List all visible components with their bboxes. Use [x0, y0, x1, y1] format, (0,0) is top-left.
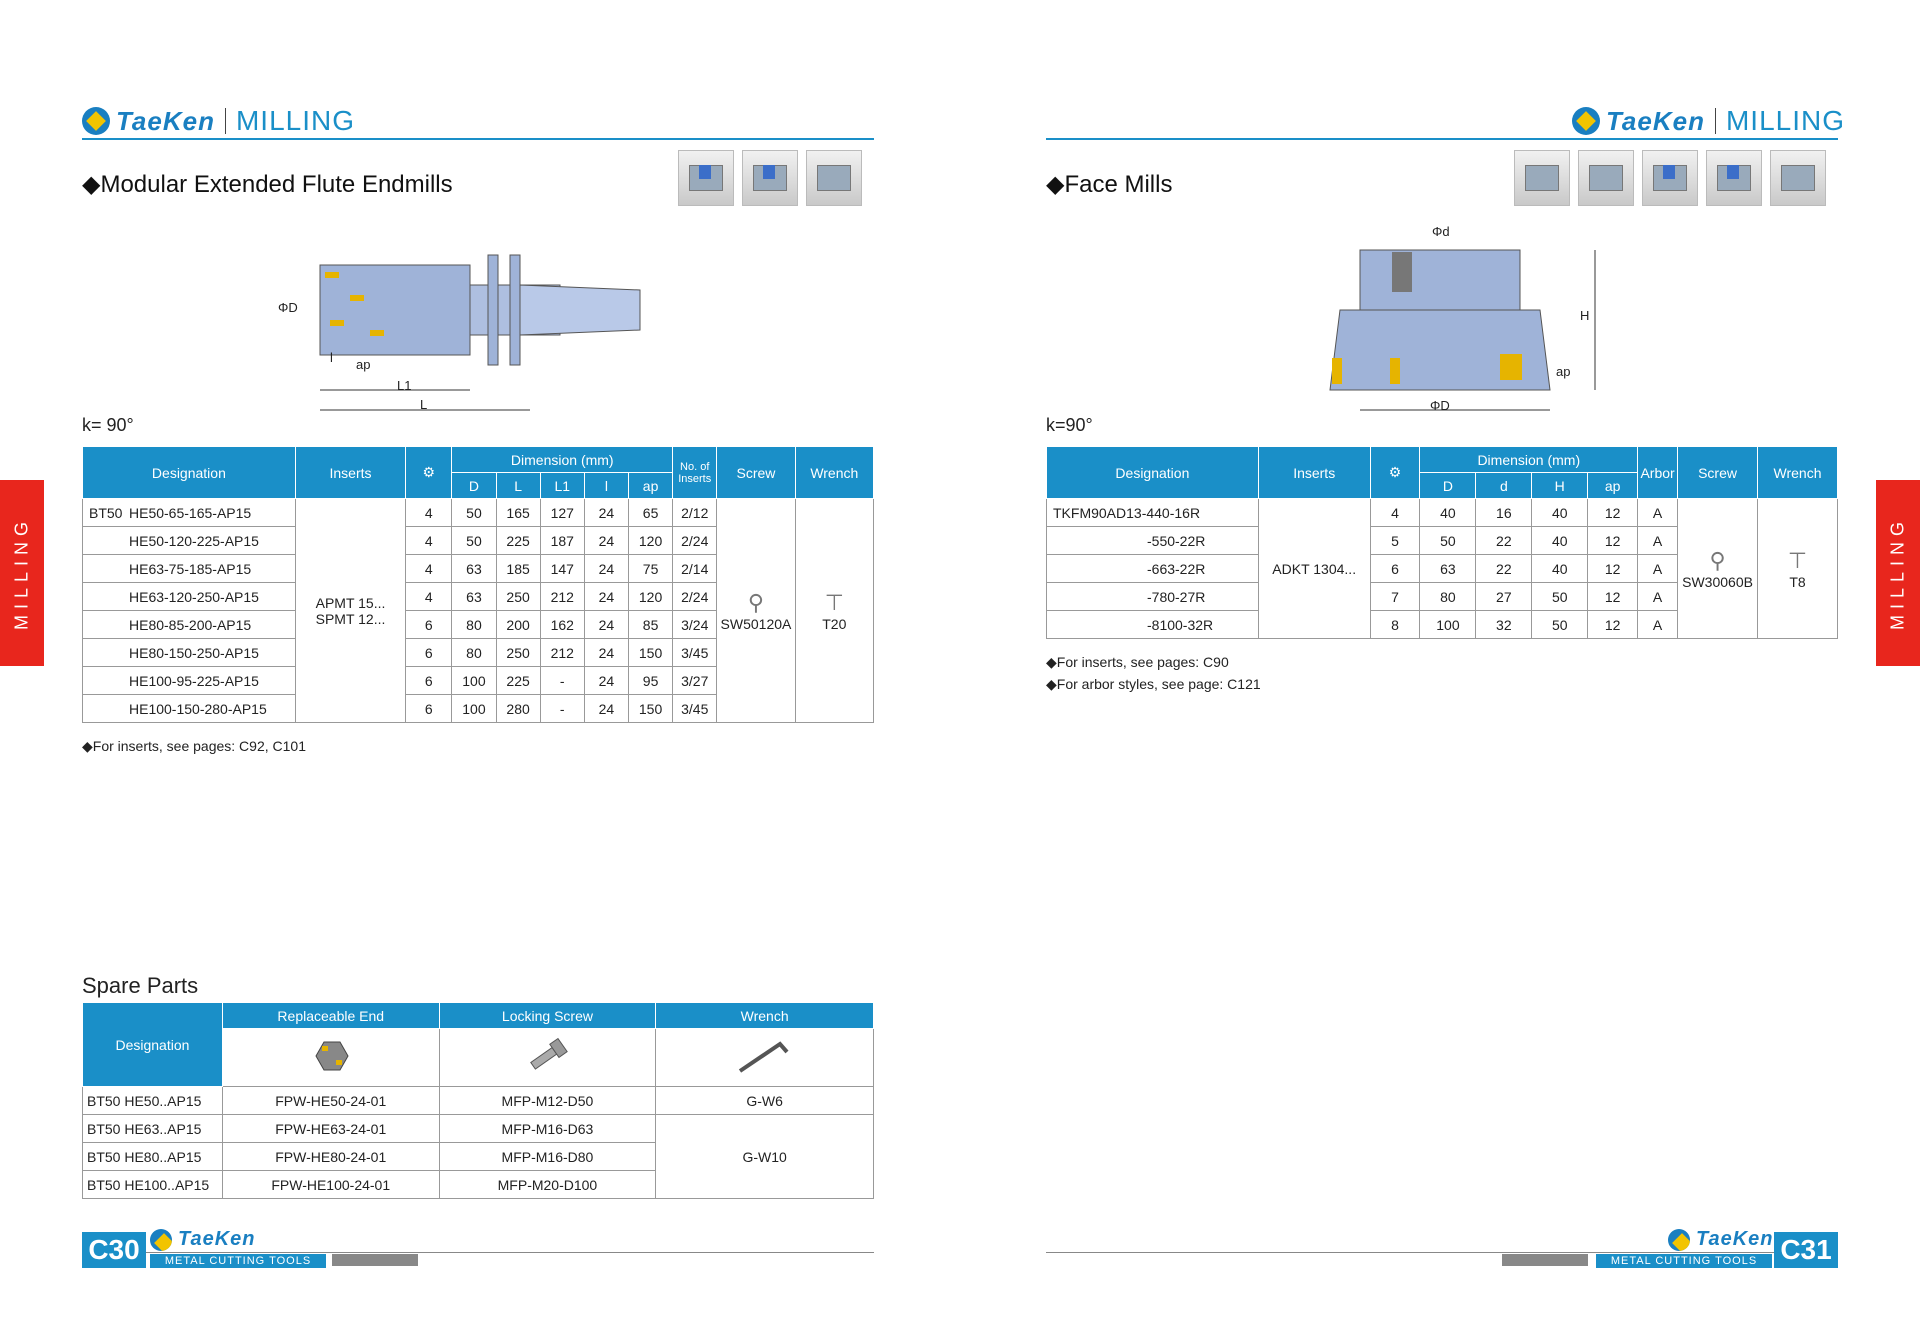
cell-d: 22 — [1476, 527, 1532, 555]
wrench-icon: ⊤ — [1787, 547, 1808, 573]
cell-d: 16 — [1476, 499, 1532, 527]
cell-arbor: A — [1638, 555, 1678, 583]
screw-code: SW30060B — [1682, 573, 1753, 590]
spare-col-designation: Designation — [83, 1003, 223, 1087]
footer-tagline-left: METAL CUTTING TOOLS — [150, 1254, 326, 1268]
cell-d: 100 — [1420, 611, 1476, 639]
wrench-cell — [795, 499, 873, 723]
wrench-code: T20 — [822, 615, 847, 632]
spare-row-end: FPW-HE100-24-01 — [222, 1171, 439, 1199]
cell-h: 40 — [1532, 499, 1588, 527]
endmill-drawing — [270, 250, 650, 420]
col-inserts: Inserts — [295, 447, 405, 499]
cell-l: 280 — [496, 695, 540, 723]
designation-cell: HE50-120-225-AP15 — [129, 532, 259, 549]
spare-row-end: FPW-HE50-24-01 — [222, 1087, 439, 1115]
inserts-cell: ADKT 1304... — [1258, 499, 1370, 639]
cell-ap: 12 — [1588, 583, 1638, 611]
cell-h: 40 — [1532, 527, 1588, 555]
cell-l: 24 — [584, 583, 628, 611]
col-D: D — [452, 473, 496, 499]
cell-l1: 187 — [540, 527, 584, 555]
designation-cell: HE80-150-250-AP15 — [129, 644, 259, 661]
wrench-icon: ⊤ — [824, 589, 844, 615]
note-inserts-right: ◆For inserts, see pages: C90 — [1046, 654, 1229, 670]
spare-row-screw: MFP-M16-D63 — [439, 1115, 656, 1143]
cell-arbor: A — [1638, 611, 1678, 639]
cell-d: 27 — [1476, 583, 1532, 611]
cell-n: 3/24 — [673, 611, 717, 639]
cell-z: 4 — [406, 583, 452, 611]
cell-ap: 12 — [1588, 611, 1638, 639]
cell-l1: 212 — [540, 583, 584, 611]
cell-n: 2/14 — [673, 555, 717, 583]
ramping-op-icon — [1770, 150, 1826, 206]
cell-z: 7 — [1370, 583, 1420, 611]
spare-row-designation: BT50 HE50..AP15 — [83, 1087, 223, 1115]
cell-h: 40 — [1532, 555, 1588, 583]
cell-z: 6 — [406, 667, 452, 695]
cell-l1: - — [540, 667, 584, 695]
spare-col-screw: Locking Screw — [439, 1003, 656, 1029]
cell-h: 50 — [1532, 611, 1588, 639]
cell-ap: 85 — [629, 611, 673, 639]
cell-arbor: A — [1638, 499, 1678, 527]
page-number-right: C31 — [1774, 1232, 1838, 1268]
footer-rule-left — [82, 1252, 874, 1253]
logo-icon — [1572, 107, 1600, 135]
cell-l1: 212 — [540, 639, 584, 667]
cell-l1: 162 — [540, 611, 584, 639]
cell-ap: 65 — [629, 499, 673, 527]
cell-ap: 12 — [1588, 555, 1638, 583]
spare-row-end: FPW-HE63-24-01 — [222, 1115, 439, 1143]
spare-row-designation: BT50 HE63..AP15 — [83, 1115, 223, 1143]
note-arbor-right: ◆For arbor styles, see page: C121 — [1046, 676, 1261, 692]
screw-code: SW50120A — [720, 615, 792, 632]
angle-label-right: k=90° — [1046, 415, 1093, 435]
dim-label-h: H — [1580, 308, 1590, 323]
hex-wrench-icon — [656, 1029, 874, 1087]
dim-label-d: ΦD — [278, 300, 298, 315]
brand-logo-right — [1572, 105, 1845, 137]
section-label: MILLING — [1725, 105, 1845, 136]
designation-cell: -663-22R — [1047, 555, 1259, 583]
designation-cell: TKFM90AD13-440-16R — [1047, 499, 1259, 527]
cell-ap: 12 — [1588, 527, 1638, 555]
cell-n: 3/45 — [673, 639, 717, 667]
teeth-icon: ⚙ — [1370, 447, 1420, 499]
cell-d: 100 — [452, 695, 496, 723]
spare-parts-title: Spare Parts — [82, 973, 199, 998]
face-mill-drawing — [1320, 230, 1620, 415]
pocket-op-icon — [742, 150, 798, 206]
wrench-cell — [1758, 499, 1838, 639]
logo-icon — [150, 1229, 172, 1251]
col-dimension: Dimension (mm) — [1420, 447, 1638, 473]
screw-cell — [717, 499, 795, 723]
cell-d: 50 — [452, 527, 496, 555]
footer-rule-right — [1046, 1252, 1838, 1253]
cell-l: 225 — [496, 527, 540, 555]
side-tab-right: MILLING — [1876, 480, 1920, 666]
cell-l1: 147 — [540, 555, 584, 583]
col-wrench: Wrench — [795, 447, 873, 499]
designation-cell: HE63-120-250-AP15 — [129, 588, 259, 605]
screw-icon: ⚲ — [747, 589, 765, 615]
dim-label-l1: L1 — [397, 378, 412, 393]
designation-cell: HE100-95-225-AP15 — [129, 672, 259, 689]
dim-label-ap: ap — [356, 357, 371, 372]
designation-cell: -8100-32R — [1047, 611, 1259, 639]
dim-label-ap: ap — [1556, 364, 1571, 379]
cell-l: 24 — [584, 639, 628, 667]
footer-brand: TaeKen — [1696, 1228, 1774, 1250]
cell-z: 8 — [1370, 611, 1420, 639]
section-label: MILLING — [235, 105, 355, 136]
cell-l: 24 — [584, 499, 628, 527]
wrench-code: T8 — [1789, 573, 1806, 590]
cell-l: 24 — [584, 555, 628, 583]
cell-z: 4 — [406, 499, 452, 527]
cell-l: 185 — [496, 555, 540, 583]
cell-z: 4 — [406, 555, 452, 583]
cell-d: 32 — [1476, 611, 1532, 639]
page-title-left: ◆Modular Extended Flute Endmills — [82, 171, 453, 198]
col-l: l — [584, 473, 628, 499]
spare-col-wrench: Wrench — [656, 1003, 874, 1029]
spare-row-designation: BT50 HE100..AP15 — [83, 1171, 223, 1199]
spare-row-wrench: G-W6 — [656, 1087, 874, 1115]
cell-l1: - — [540, 695, 584, 723]
cell-n: 2/12 — [673, 499, 717, 527]
slot-op-icon — [1642, 150, 1698, 206]
footer-logo-left — [150, 1228, 256, 1251]
footer-tagline-right: METAL CUTTING TOOLS — [1596, 1254, 1772, 1268]
replaceable-end-icon — [222, 1029, 439, 1087]
cell-z: 6 — [406, 695, 452, 723]
cell-arbor: A — [1638, 583, 1678, 611]
face-mill-table — [1046, 446, 1838, 639]
col-L: L — [496, 473, 540, 499]
cell-d: 22 — [1476, 555, 1532, 583]
cell-d: 80 — [452, 639, 496, 667]
cell-d: 50 — [1420, 527, 1476, 555]
spare-row-screw: MFP-M16-D80 — [439, 1143, 656, 1171]
screw-cell — [1678, 499, 1758, 639]
table-row — [1047, 499, 1838, 527]
cell-l1: 127 — [540, 499, 584, 527]
spare-parts-table — [82, 1002, 874, 1199]
locking-screw-icon — [439, 1029, 656, 1087]
spare-row-designation: BT50 HE80..AP15 — [83, 1143, 223, 1171]
col-L1: L1 — [540, 473, 584, 499]
spare-row-screw: MFP-M20-D100 — [439, 1171, 656, 1199]
cell-l: 24 — [584, 667, 628, 695]
designation-cell: -780-27R — [1047, 583, 1259, 611]
footer-bar-left — [332, 1254, 418, 1266]
cell-d: 50 — [452, 499, 496, 527]
page-title-right: ◆Face Mills — [1046, 171, 1173, 198]
table-row — [83, 499, 874, 527]
note-inserts-left: ◆For inserts, see pages: C92, C101 — [82, 738, 306, 754]
designation-cell: HE50-65-165-AP15 — [129, 504, 252, 521]
cell-n: 2/24 — [673, 527, 717, 555]
cell-ap: 12 — [1588, 499, 1638, 527]
cell-l: 24 — [584, 611, 628, 639]
cell-z: 4 — [1370, 499, 1420, 527]
cell-l: 250 — [496, 639, 540, 667]
prefix-label: BT50 — [89, 504, 123, 521]
inserts-cell: APMT 15... SPMT 12... — [295, 499, 405, 723]
teeth-icon: ⚙ — [406, 447, 452, 499]
cell-n: 2/24 — [673, 583, 717, 611]
logo-icon — [82, 107, 110, 135]
dim-label-D: ΦD — [1430, 398, 1450, 413]
col-screw: Screw — [1678, 447, 1758, 499]
header-rule-left — [82, 138, 874, 140]
spare-col-end: Replaceable End — [222, 1003, 439, 1029]
cell-d: 63 — [1420, 555, 1476, 583]
shoulder-op-icon — [806, 150, 862, 206]
cell-ap: 150 — [629, 695, 673, 723]
col-arbor: Arbor — [1638, 447, 1678, 499]
cell-ap: 120 — [629, 583, 673, 611]
cell-l: 24 — [584, 527, 628, 555]
col-wrench: Wrench — [1758, 447, 1838, 499]
cell-z: 6 — [1370, 555, 1420, 583]
col-inserts: Inserts — [1258, 447, 1370, 499]
cell-d: 40 — [1420, 499, 1476, 527]
footer-logo-right — [1668, 1228, 1774, 1251]
cell-h: 50 — [1532, 583, 1588, 611]
col-designation: Designation — [1047, 447, 1259, 499]
col-designation: Designation — [83, 447, 296, 499]
cell-ap: 120 — [629, 527, 673, 555]
shoulder-op-icon — [1578, 150, 1634, 206]
col-screw: Screw — [717, 447, 795, 499]
cell-arbor: A — [1638, 527, 1678, 555]
side-tab-left: MILLING — [0, 480, 44, 666]
pocket-op-icon — [1706, 150, 1762, 206]
spare-row-wrench: G-W10 — [656, 1115, 874, 1199]
cell-d: 80 — [452, 611, 496, 639]
dim-label-l: l — [330, 350, 333, 365]
spare-row-end: FPW-HE80-24-01 — [222, 1143, 439, 1171]
face-op-icon — [1514, 150, 1570, 206]
col-H: H — [1532, 473, 1588, 499]
spare-row-screw: MFP-M12-D50 — [439, 1087, 656, 1115]
cell-l: 200 — [496, 611, 540, 639]
cell-z: 6 — [406, 639, 452, 667]
brand-name: TaeKen — [116, 105, 215, 136]
screw-icon: ⚲ — [1709, 547, 1726, 573]
brand-logo-left — [82, 105, 355, 137]
cell-l: 250 — [496, 583, 540, 611]
designation-cell: HE63-75-185-AP15 — [129, 560, 252, 577]
cell-n: 3/27 — [673, 667, 717, 695]
page-number-left: C30 — [82, 1232, 146, 1268]
endmill-table — [82, 446, 874, 723]
cell-d: 80 — [1420, 583, 1476, 611]
dim-label-L: L — [420, 397, 428, 412]
cell-l: 24 — [584, 695, 628, 723]
cell-l: 225 — [496, 667, 540, 695]
cell-d: 63 — [452, 555, 496, 583]
designation-cell: HE100-150-280-AP15 — [129, 700, 267, 717]
col-dimension: Dimension (mm) — [452, 447, 673, 473]
cell-z: 5 — [1370, 527, 1420, 555]
col-D: D — [1420, 473, 1476, 499]
cell-ap: 95 — [629, 667, 673, 695]
cell-d: 100 — [452, 667, 496, 695]
cell-z: 6 — [406, 611, 452, 639]
cell-l: 165 — [496, 499, 540, 527]
logo-icon — [1668, 1229, 1690, 1251]
cell-d: 63 — [452, 583, 496, 611]
footer-bar-right — [1502, 1254, 1588, 1266]
col-ap: ap — [1588, 473, 1638, 499]
cell-z: 4 — [406, 527, 452, 555]
brand-name: TaeKen — [1606, 105, 1705, 136]
angle-label-left: k= 90° — [82, 415, 134, 435]
header-rule-right — [1046, 138, 1838, 140]
col-d: d — [1476, 473, 1532, 499]
cell-ap: 150 — [629, 639, 673, 667]
footer-brand: TaeKen — [178, 1228, 256, 1250]
designation-cell: HE80-85-200-AP15 — [129, 616, 252, 633]
dim-label-d: Φd — [1432, 224, 1450, 239]
col-no-inserts: No. of Inserts — [673, 447, 717, 499]
designation-cell: -550-22R — [1047, 527, 1259, 555]
cell-n: 3/45 — [673, 695, 717, 723]
col-ap: ap — [629, 473, 673, 499]
cell-ap: 75 — [629, 555, 673, 583]
slot-op-icon — [678, 150, 734, 206]
